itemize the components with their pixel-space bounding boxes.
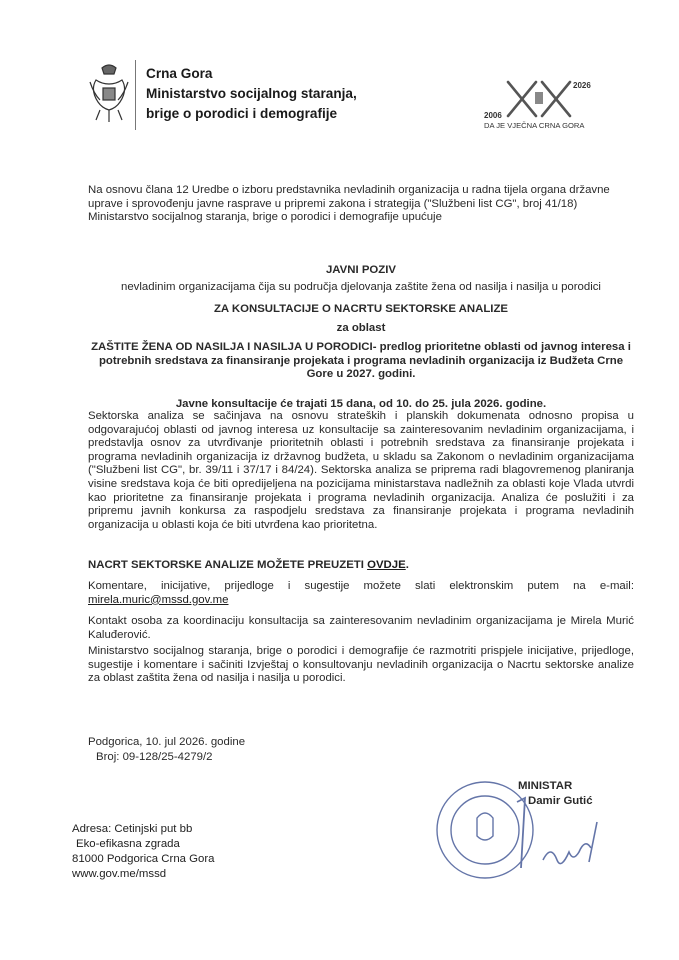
- signatory-title: MINISTAR: [518, 780, 573, 792]
- signatory-name: Damir Gutić: [528, 795, 593, 807]
- place-date: Podgorica, 10. jul 2026. godine: [88, 736, 246, 748]
- call-area-label: za oblast: [336, 322, 386, 334]
- logo-tagline: DA JE VJEČNA CRNA GORA: [484, 121, 585, 130]
- address-block: [72, 822, 214, 882]
- download-link[interactable]: OVDJE: [367, 559, 406, 571]
- download-text: NACRT SEKTORSKE ANALIZE MOŽETE PREUZETI: [88, 559, 368, 571]
- website-link[interactable]: www.gov.me/mssd: [72, 868, 167, 880]
- comments-text: Komentare, inicijative, prijedloge i sugestije možete slati elektronskim putem na e-mail:: [88, 580, 634, 592]
- coat-of-arms-icon: [88, 62, 130, 126]
- contact-paragraph: Kontakt osoba za koordinaciju konsultacija sa zainteresovanim nevladinim organizacijama je Mirela Murić Kaluđerović.: [88, 615, 634, 641]
- call-area: ZAŠTITE ŽENA OD NASILJA I NASILJA U PORODICI- predlog prioritetne oblasti od javnog interesa i potrebnih sredstava za finansiranje projekata i programa nevladinih organizacija iz Budžeta Crne Gore u 2027. godini.: [91, 341, 631, 381]
- address-line-3: 81000 Podgorica Crna Gora: [72, 853, 215, 865]
- ministry-header: [146, 64, 357, 124]
- logo-year-start: 2006: [484, 111, 502, 120]
- address-line-2: Eko-efikasna zgrada: [76, 838, 180, 850]
- header-divider: [135, 60, 136, 130]
- closing-paragraph: Ministarstvo socijalnog staranja, brige o porodici i demografije će razmotriti prispjele inicijative, prijedloge, sugestije i komentare i sačiniti Izvještaj o konsultovanju nevladinih organizacija o Nacrtu sektorske analize za oblast zaštita žena od nasilja i nasilja u porodici.: [88, 645, 634, 685]
- call-duration: Javne konsultacije će trajati 15 dana, od 10. do 25. jula 2026. godine.: [175, 398, 547, 410]
- address-line-1: Adresa: Cetinjski put bb: [72, 823, 193, 835]
- ministry-line-1: Ministarstvo socijalnog staranja,: [146, 86, 357, 101]
- country-name: Crna Gora: [146, 66, 213, 81]
- call-title: JAVNI POZIV: [325, 264, 397, 276]
- intro-paragraph: Na osnovu člana 12 Uredbe o izboru predstavnika nevladinih organizacija u radna tijela organa državne uprave i sprovođenju javne rasprave u pripremi zakona i strategija ("Službeni list CG", broj 41/18) Ministarstvo socijalnog staranja, brige o porodici i demografije upućuje: [88, 184, 610, 224]
- stamp-signature: [425, 760, 625, 900]
- reference-number: Broj: 09-128/25-4279/2: [96, 751, 213, 763]
- anniversary-logo: [478, 74, 598, 132]
- call-subject: ZA KONSULTACIJE O NACRTU SEKTORSKE ANALIZE: [213, 303, 509, 315]
- download-end: .: [405, 559, 409, 571]
- comments-paragraph: [88, 580, 634, 607]
- body-paragraph: Sektorska analiza se sačinjava na osnovu strateških i planskih dokumenata odnosno propisa u odgovarajućoj oblasti od javnog interesa uz konsultacije sa zainteresovanim nevladinim organizacijama, i predstavlja osnov za utvrđivanje prioritetnih oblasti i potrebnih sredstava za finansiranje projekata i programa nevladinih organizacija iz državnog budžeta, u skladu sa Zakonom o nevladinim organizacijama ("Službeni list CG", br. 39/11 i 37/17 i 84/24). Sektorska analiza se priprema radi blagovremenog planiranja visine sredstava koja će biti opredijeljena na pozicijama ministarstava nadležnih za oblasti koje Vlada utvrdi kao prioritetne za finansiranje projekata i programa nevladinih organizacija. Analiza će poslužiti i za pripremu javnih konkursa za raspodjelu sredstava za finansiranje projekata i programa nevladinih organizacija u oblasti koja će biti utvrđena kao prioritetna.: [88, 410, 634, 531]
- call-audience: nevladinim organizacijama čija su područja djelovanja zaštite žena od nasilja i nasilja u porodici: [121, 281, 601, 293]
- email-link[interactable]: mirela.muric@mssd.gov.me: [88, 593, 229, 606]
- logo-year-end: 2026: [573, 81, 591, 90]
- ministry-line-2: brige o porodici i demografije: [146, 106, 338, 121]
- download-line: [88, 559, 634, 573]
